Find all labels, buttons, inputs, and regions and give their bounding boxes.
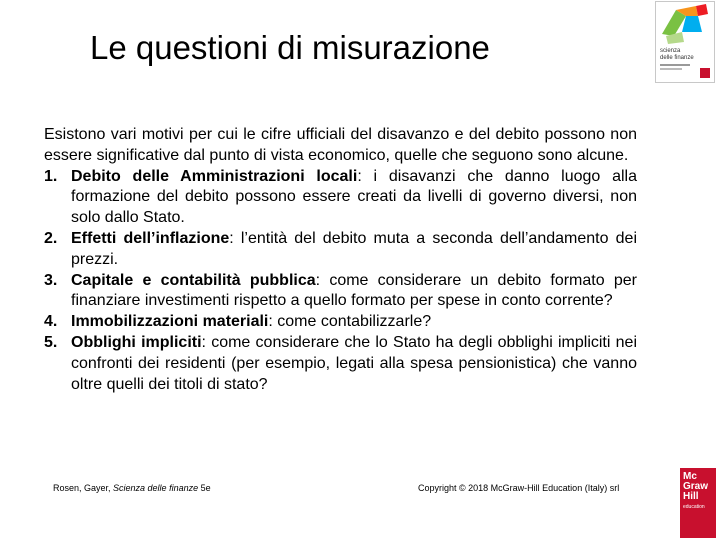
slide-body [44,125,637,395]
mcgraw-hill-logo [680,468,716,538]
item-number: 1. [44,167,58,185]
item-number: 2. [44,229,58,247]
cover-title-line1: scienza [660,48,681,54]
intro-paragraph: Esistono vari motivi per cui le cifre ufficiali del disavanzo e del debito possono non essere significative dal punto di vista economico, quelle che seguono sono alcune. [44,126,637,164]
item-text: : come considerare un debito formato per finanziare investimenti rispetto a quello formato per spese in conto corrente? [71,271,637,310]
item-term: Debito delle Amministrazioni locali [71,167,358,185]
list-item [44,333,637,395]
footer-copyright: Copyright © 2018 McGraw-Hill Education (Italy) srl [418,483,620,493]
item-text: : l’entità del debito muta a seconda dell’andamento dei prezzi. [71,229,638,268]
item-term: Obblighi impliciti [71,333,202,351]
logo-line1: Mc [683,471,697,482]
item-term: Capitale e contabilità pubblica [71,271,316,289]
logo-line4: education [683,504,705,510]
item-number: 5. [44,333,58,351]
item-text: : come considerare che lo Stato ha degli obblighi impliciti nei confronti dei residenti (per esempio, legati alla spesa pensionistica) che vanno oltre quelli dei titoli di stato? [71,333,637,393]
logo-line3: Hill [683,491,699,502]
slide-title: Le questioni di misurazione [90,29,490,66]
list-item [44,167,637,229]
item-number: 4. [44,313,58,331]
item-text: : come contabilizzarle? [268,313,432,331]
citation-authors: Rosen, Gayer, [53,483,114,493]
item-number: 3. [44,271,58,289]
item-term: Immobilizzazioni materiali [71,313,269,331]
book-cover-graphic [656,2,714,82]
list-item [44,312,637,333]
logo-line2: Graw [683,481,709,492]
list-item [44,271,637,313]
item-term: Effetti dell’inflazione [71,229,230,247]
footer-citation [53,483,211,493]
citation-title: Scienza delle finanze [113,483,199,493]
cover-title-line2: delle finanze [660,55,694,61]
measurement-issues-list [44,167,637,396]
list-item [44,229,637,271]
citation-edition: 5e [198,483,211,493]
item-text: : i disavanzi che danno luogo alla formazione del debito possono essere creati da livelli di governo diversi, non solo dallo Stato. [71,167,638,227]
book-cover-image [655,1,715,83]
